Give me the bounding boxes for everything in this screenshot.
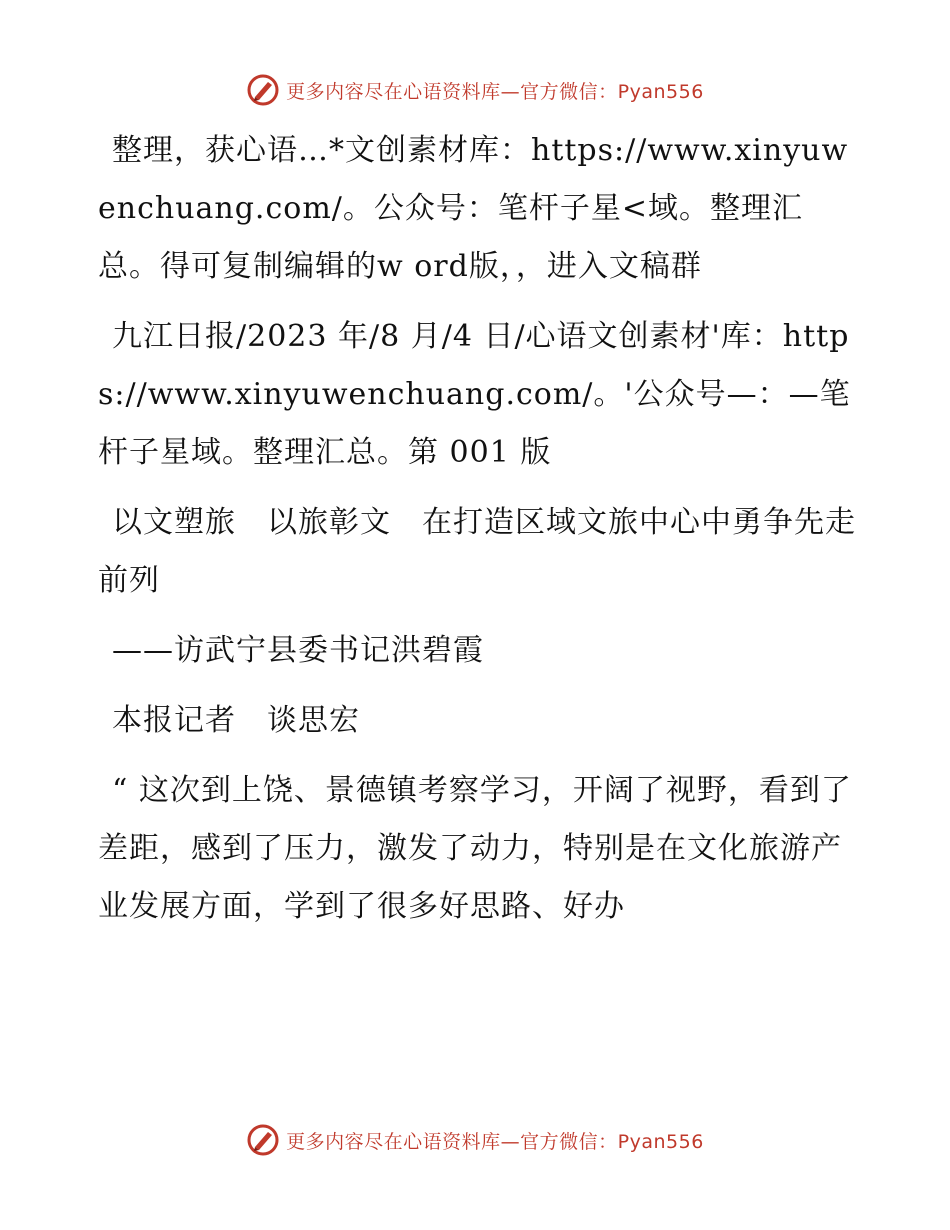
document-body — [98, 122, 858, 948]
paragraph-source-note: 整理，获心语…*文创素材库：https://www.xinyuwenchuang.com/。公众号：笔杆子星<域。整理汇总。得可复制编辑的w ord版，，进入文稿群 — [98, 133, 849, 284]
footer-banner — [0, 1120, 950, 1160]
paragraph-newspaper-info: 九江日报/2023 年/8 月/4 日/心语文创素材'库：https://www.xinyuwenchuang.com/。'公众号—：—笔杆子星域。整理汇总。第 001 版 — [98, 319, 851, 470]
article-subtitle: ——访武宁县委书记洪碧霞 — [112, 633, 484, 668]
pen-logo-icon — [246, 1123, 280, 1157]
pen-logo-icon — [246, 73, 280, 107]
article-title: 以文塑旅 以旅彰文 在打造区域文旅中心中勇争先走前列 — [98, 505, 856, 598]
paragraph-body: “ 这次到上饶、景德镇考察学习，开阔了视野，看到了差距，感到了压力，激发了动力，特别是在文化旅游产业发展方面，学到了很多好思路、好办 — [98, 773, 852, 924]
footer-banner-text: 更多内容尽在心语资料库—官方微信：Pyan556 — [286, 1130, 704, 1153]
article-byline: 本报记者 谈思宏 — [112, 703, 360, 738]
header-banner — [0, 70, 950, 110]
header-banner-text: 更多内容尽在心语资料库—官方微信：Pyan556 — [286, 80, 704, 103]
